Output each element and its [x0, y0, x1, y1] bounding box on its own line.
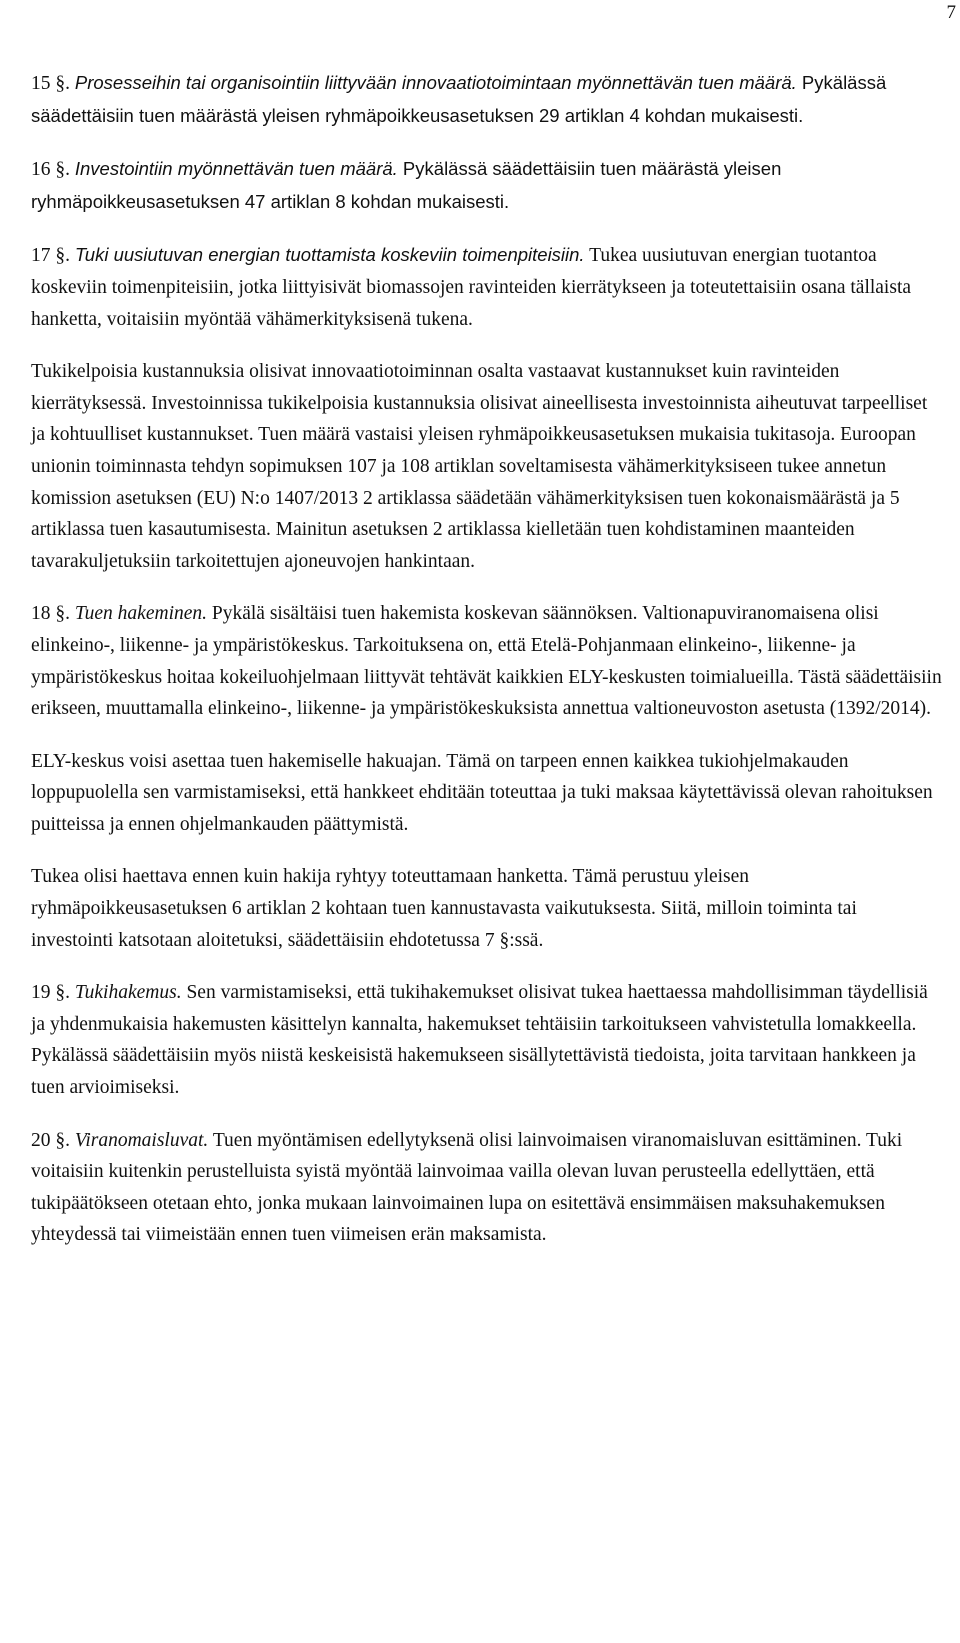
- paragraph-text: ELY-keskus voisi asettaa tuen hakemiselle hakuajan. Tämä on tarpeen ennen kaikkea tukiohjelmakauden loppupuolella sen varmistamiseksi, että hankkeet ehditään toteuttaa ja tuki maksaa käytettävissä olevan rahoituksen puitteissa ja ennen ohjelmankauden päättymistä.: [31, 750, 933, 835]
- section-body: Pykälä sisältäisi tuen hakemista koskevan säännöksen. Valtionapuviranomaisena olisi elinkeino-, liikenne- ja ympäristökeskus. Tarkoituksena on, että Etelä-Pohjanmaan elinkeino-, liikenne- ja ympäristökeskus hoitaa kokeiluohjelmaan liittyvät tehtävät kaikkien ELY-keskusten toimialueilla. Tästä säädettäisiin erikseen, muuttamalla elinkeino-, liikenne- ja ympäristökeskuksista annettua valtioneuvoston asetusta (1392/2014).: [31, 603, 942, 720]
- section-19: [31, 977, 943, 1103]
- section-number: 18 §.: [31, 603, 75, 625]
- section-body: Sen varmistamiseksi, että tukihakemukset olisivat tukea haettaessa mahdollisimman täydellisiä ja yhdenmukaisia hakemusten käsittelyn kannalta, hakemukset tehtäisiin tarkoitukseen vahvistetulla lomakkeella. Pykälässä säädettäisiin myös niistä keskeisistä hakemukseen sisällytettävistä tiedoista, joita tarvitaan hankkeen ja tuen arvioimiseksi.: [31, 982, 928, 1099]
- section-heading: Tuen hakeminen.: [74, 603, 208, 625]
- section-18: [31, 598, 943, 724]
- section-heading: Prosesseihin tai organisointiin liittyvään innovaatiotoimintaan myönnettävän tuen määrä.: [74, 72, 797, 93]
- paragraph-eligible-costs: [31, 356, 943, 577]
- section-body: Pykälässä säädettäisiin tuen määrästä yleisen ryhmäpoikkeusasetuksen 47 artiklan 8 kohdan mukaisesti.: [31, 158, 782, 212]
- section-number: 17 §.: [31, 245, 75, 267]
- section-heading: Investointiin myönnettävän tuen määrä.: [74, 158, 398, 180]
- section-16: [31, 153, 943, 218]
- document-body: [31, 67, 943, 1272]
- section-number: 20 §.: [31, 1129, 75, 1151]
- section-number: 15 §.: [31, 73, 75, 94]
- paragraph-text: Tukea olisi haettava ennen kuin hakija ryhtyy toteuttamaan hanketta. Tämä perustuu yleisen ryhmäpoikkeusasetuksen 6 artiklan 2 kohtaan tuen kannustavasta vaikutuksesta. Siitä, milloin toiminta tai investointi katsotaan aloitetuksi, säädettäisiin ehdotetussa 7 §:ssä.: [31, 866, 857, 951]
- section-15: [31, 67, 943, 132]
- section-number: 16 §.: [31, 159, 75, 181]
- section-20: [31, 1125, 943, 1251]
- section-heading: Tuki uusiutuvan energian tuottamista koskeviin toimenpiteisiin.: [74, 244, 585, 266]
- section-heading: Viranomaisluvat.: [74, 1129, 209, 1151]
- section-heading: Tukihakemus.: [74, 982, 182, 1004]
- section-body: Tuen myöntämisen edellytyksenä olisi lainvoimaisen viranomaisluvan esittäminen. Tuki voitaisiin kuitenkin perustelluista syistä myöntää lainvoimaa vailla olevan luvan perusteella edellyttäen, että tukipäätökseen otetaan ehto, jonka mukaan lainvoimainen lupa on esitettävä ensimmäisen maksuhakemuksen yhteydessä tai viimeistään ennen tuen viimeisen erän maksamista.: [31, 1129, 903, 1246]
- paragraph-incentive-effect: [31, 861, 943, 956]
- section-body: Pykälässä säädettäisiin tuen määrästä yleisen ryhmäpoikkeusasetuksen 29 artiklan 4 kohdan mukaisesti.: [31, 72, 887, 126]
- section-number: 19 §.: [31, 982, 75, 1004]
- paragraph-application-period: [31, 746, 943, 841]
- page-number: 7: [946, 2, 956, 23]
- section-17: [31, 239, 943, 335]
- paragraph-text: Tukikelpoisia kustannuksia olisivat innovaatiotoiminnan osalta vastaavat kustannukset kuin ravinteiden kierrätyksessä. Investoinnissa tukikelpoisia kustannuksia olisivat aineellisesta investoinnista aiheutuvat tarpeelliset ja kohtuulliset kustannukset. Tuen määrä vastaisi yleisen ryhmäpoikkeusasetuksen mukaisia tukitasoja. Euroopan unionin toiminnasta tehdyn sopimuksen 107 ja 108 artiklan soveltamisesta vähämerkityksiseen tukee annetun komission asetuksen (EU) N:o 1407/2013 2 artiklassa säädetään vähämerkityksisen tuen kokonaismäärästä ja 5 artiklassa tuen kasautumisesta. Mainitun asetuksen 2 artiklassa kielletään tuen kohdistaminen maanteiden tavarakuljetuksiin tarkoitettujen ajoneuvojen hankintaan.: [31, 361, 928, 572]
- section-body: Tukea uusiutuvan energian tuotantoa koskeviin toimenpiteisiin, jotka liittyisivät biomassojen ravinteiden kierrätykseen ja toteutettaisiin osana tällaista hanketta, voitaisiin myöntää vähämerkityksisenä tukena.: [31, 245, 912, 330]
